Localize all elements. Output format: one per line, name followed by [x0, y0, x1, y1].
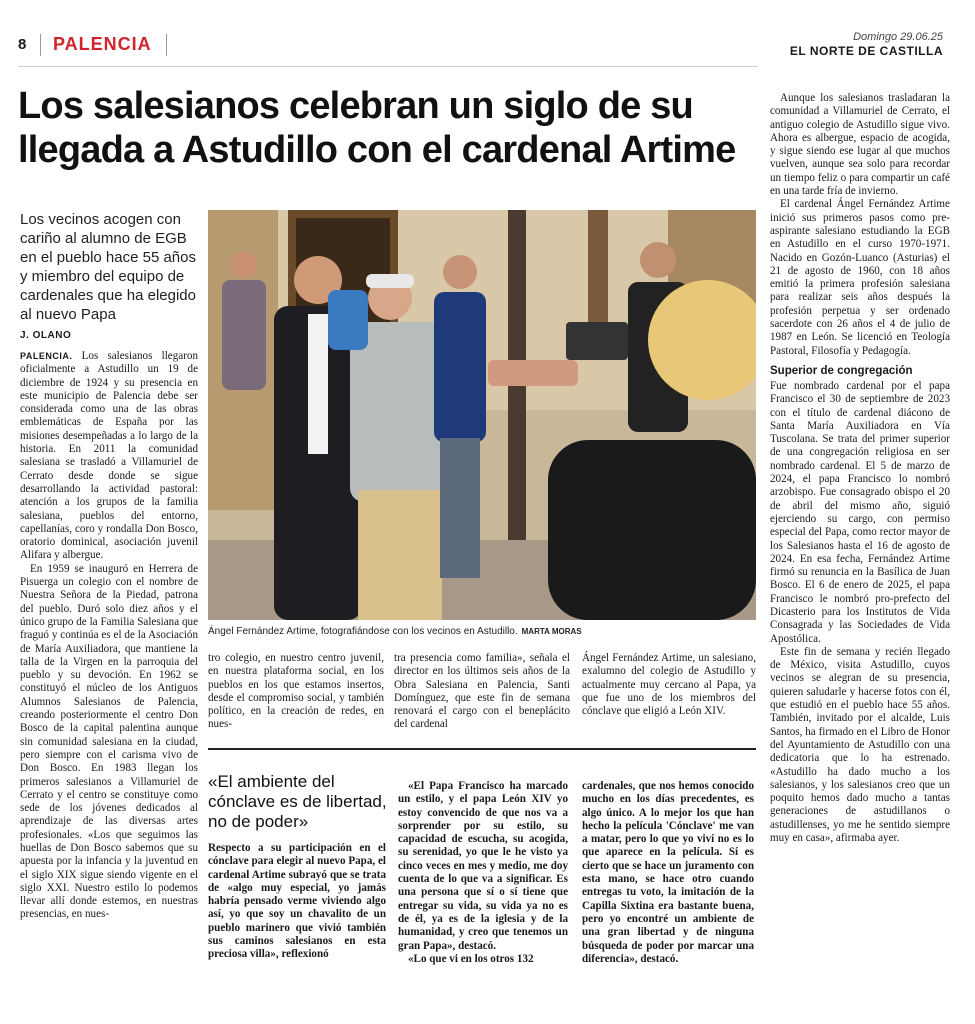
- issue-date: Domingo 29.06.25: [853, 31, 943, 43]
- article-column-4: [582, 652, 756, 718]
- paragraph: Ángel Fernández Artime, un salesiano, exalumno del colegio de Astudillo y actualmente muy cercano al Papa, ya que fue uno de los miembros del cónclave que eligió a León XIV.: [582, 652, 756, 718]
- paragraph: tra presencia como familia», señala el director en los últimos seis años de la Obra Salesiana en Palencia, Santi Domínguez, que este fin de semana renovará el cargo con el beneplácito del cardenal: [394, 652, 570, 731]
- paragraph: Respecto a su participación en el cónclave para elegir al nuevo Papa, el cardenal Artime subrayó que se trata de «algo muy especial, yo jamás habría pensado verme viviendo algo así, yo que soy un chavalito de un pueblo marinero que vivió también sus caminos salesianos en esta preciosa villa», reflexionó: [208, 842, 386, 961]
- photo-illustration: [208, 210, 756, 620]
- paragraph: «El Papa Francisco ha marcado un estilo, y el papa León XIV yo estoy convencido de que nos va a sorprender por su estilo, su capacidad de escucha, su acogida, su serenidad, yo que le he visto ya cinco veces en mes y medio, me doy cuenta de lo que va a significar. Es una persona que sí o sí tiene que entregar su vida, su vida ya no es de él, ya es de la iglesia y de la humanidad, y creo que tenemos un gran Papa», destacó.: [398, 780, 568, 952]
- dateline: PALENCIA.: [20, 351, 73, 361]
- paragraph-text: Los salesianos llegaron oficialmente a Astudillo un 19 de diciembre de 1924 y su presencia en este municipio de Palencia debe ser considerada como una de las obras emblemáticas de España por las misiones desempeñadas a lo largo de la historia. En 2011 la comunidad salesiana se trasladó a Villamuriel de Cerrato desde donde se sigue desarrollando la actividad pastoral: atención a los grupos de la familia salesiana, pueblos del entorno, capellanías, coro y rondalla Don Bosco, oratorio dominical, asociación juvenil Alifara y albergue.: [20, 350, 198, 562]
- interview-column-2: [398, 780, 568, 966]
- paragraph: El cardenal Ángel Fernández Artime inició sus primeros pasos como pre-aspirante salesiano estudiando la EGB en Astudillo en el curso 1970-1971. Nacido en Gozón-Luanco (Asturias) el 21 de agosto de 1960, con 18 años emitió la primera profesión salesiana para realizar seis años después la profesión perpetua y ser ordenado sacerdote con 26 años el 4 de julio de 1987 en León. Se licenció en Teología Pastoral, Filosofía y Pedagogía.: [770, 198, 950, 357]
- paragraph: [20, 350, 198, 563]
- byline: J. OLANO: [20, 330, 72, 341]
- article-column-5: [770, 92, 950, 845]
- article-column-1: [20, 350, 198, 922]
- interview-column-1: [208, 842, 386, 962]
- paragraph: Aunque los salesianos trasladaran la comunidad a Villamuriel de Cerrato, el antiguo colegio de Astudillo sigue vivo. Ahora es albergue, espacio de acogida, y sigue siendo ese lugar al que muchos vuelven, aunque sea solo para recordar un tiempo feliz o para compartir un café en una tarde fría de invierno.: [770, 92, 950, 198]
- caption-text: Ángel Fernández Artime, fotografiándose con los vecinos en Astudillo.: [208, 626, 518, 637]
- article-column-3: [394, 652, 570, 732]
- header-divider: [40, 34, 41, 56]
- photo-caption: [208, 626, 582, 637]
- paragraph: Fue nombrado cardenal por el papa Francisco el 30 de septiembre de 2023 con el título de cardenal diácono de Santa María Auxiliadora en Vía Tuscolana. Se trata del primer superior de una congregación religiosa en ser nombrado cardenal. El 5 de marzo de 2024, el papa Francisco lo nombró arzobispo. Fue consagrado obispo el 20 de abril del mismo año, siguió ejerciendo su cargo, con permiso especial del Papa, como rector mayor de los Salesianos hasta el 16 de agosto de 2024. En esa fecha, Fernández Artime firmó su renuncia en la Basílica de Juan Bosco. El 6 de enero de 2025, el papa Francisco le nombró pro-prefecto del Dicasterio para los Institutos de Vida Consagrada y las Sociedades de Vida Apostólica.: [770, 379, 950, 645]
- newspaper-name: EL NORTE DE CASTILLA: [789, 44, 943, 58]
- paragraph: Este fin de semana y recién llegado de México, visita Astudillo, cuyos vecinos se alegran de su presencia, quieren saludarle y hacerse fotos con él, que estudió en el pueblo hace 55 años. También, invitado por el alcalde, Luis Santos, ha firmado en el Libro de Honor del Ayuntamiento de Astudillo con una dedicatoria que lo ha estrenado. «Astudillo ha dado mucho a los salesianos, y los salesianos creo que un poquito hemos dado mucho a tantas generaciones de astudillanos o astudillenses, yo me he sentido siempre muy en casa», afirmaba ayer.: [770, 645, 950, 845]
- section-subhead: Superior de congregación: [770, 364, 913, 377]
- interview-quote-title: «El ambiente del cónclave es de libertad, no de poder»: [208, 772, 387, 831]
- header-rule: [18, 66, 758, 67]
- subtitle: Los vecinos acogen con cariño al alumno de EGB en el pueblo hace 55 años y miembro del equipo de cardenales que ha elegido al nuevo Papa: [20, 211, 196, 323]
- header-divider: [166, 34, 167, 56]
- article-photo: [208, 210, 756, 620]
- photo-credit: MARTA MORAS: [521, 627, 582, 636]
- article-column-2: [208, 652, 384, 732]
- paragraph: «Lo que vi en los otros 132: [408, 952, 534, 965]
- headline: Los salesianos celebran un siglo de su llegada a Astudillo con el cardenal Artime: [18, 85, 736, 171]
- interview-column-3: [582, 780, 754, 966]
- paragraph: En 1959 se inauguró en Herrera de Pisuerga un colegio con el nombre de Nuestra Señora de la Piedad, patrona del pueblo. Duró solo diez años y el único grupo de la Familia Salesiana que fraguó y continúa es el de la Asociación de María Auxiliadora, que mantiene la talla de la Virgen en la parroquia del pueblo y su devoción. En 1962 se constituyó el núcleo de los Antiguos Alumnos Salesianos de Palencia, creando posteriormente el centro Don Bosco de la capital palentina aunque sin comunidad salesiana en la ciudad, pero siempre con el carisma vivo de Don Bosco. En 1983 llegan los primeros salesianos a Villamuriel de Cerrato y el centro se constituye como sede de los jóvenes dedicados al aprendizaje de las diversas artes profesionales. «Los que seguimos las huellas de Don Bosco sabemos que su apuesta por la infancia y la juventud en el siglo XIX sigue siendo vigente en el siglo XXI. Nuestro estilo lo podemos llevar allí donde estemos, en nuestras presencias, en nues-: [20, 562, 198, 921]
- page-number: 8: [18, 36, 27, 53]
- section-label: PALENCIA: [53, 34, 152, 54]
- paragraph: tro colegio, en nuestro centro juvenil, en nuestra plataforma social, en los pueblos en los que estamos insertos, desde el compromiso social, y también político, en la creación de redes, en nues-: [208, 652, 384, 731]
- interview-rule: [208, 748, 756, 750]
- paragraph: cardenales, que nos hemos conocido mucho en los días precedentes, es algo único. A lo mejor los que han hecho la película 'Cónclave' me van a matar, pero lo que yo viví no es lo que aparece en la película. Sí es cierto que se hace un juramento con esta mano, se hace otro cuando entregas tu voto, la imitación de la Capilla Sixtina era bastante buena, pero yo encontré un ambiente de una gran libertad y de ninguna búsqueda de poder por marcar una diferencia», destacó.: [582, 780, 754, 965]
